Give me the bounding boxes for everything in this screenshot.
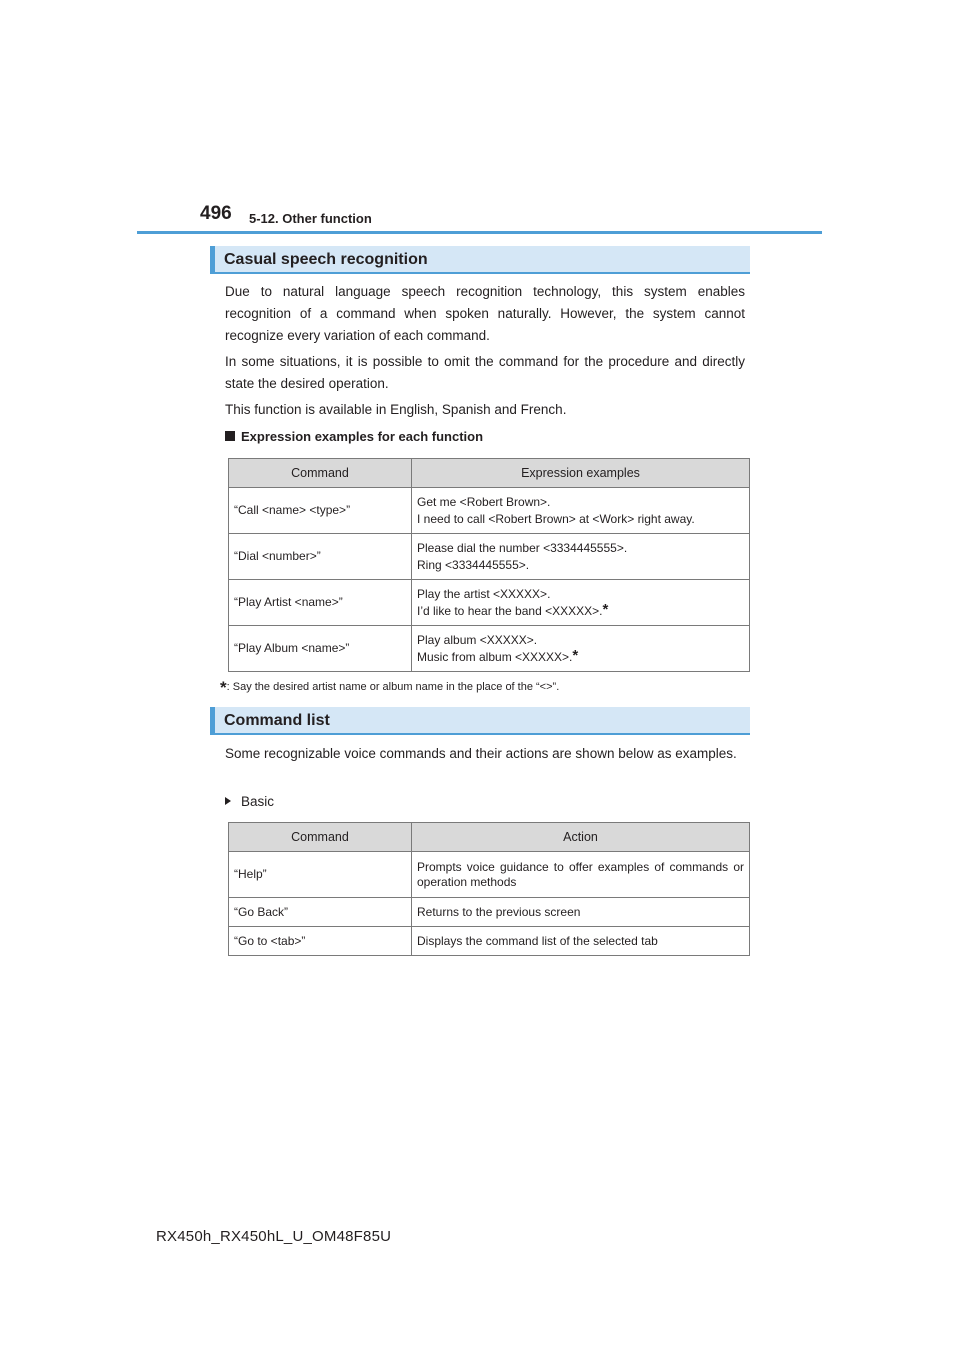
section-label: 5-12. Other function: [249, 211, 372, 226]
casual-para-2: In some situations, it is possible to omit the command for the procedure and directly state the desired operation.: [225, 354, 745, 391]
action-cell: Returns to the previous screen: [412, 898, 750, 927]
action-cell: Prompts voice guidance to offer examples of commands or operation methods: [412, 852, 750, 898]
footnote-star: *: [602, 600, 609, 618]
heading-accent-bar: [210, 246, 215, 272]
table-row: [229, 534, 750, 580]
table-header-row: [229, 459, 750, 488]
example-text: I need to call <Robert Brown> at <Work> right away.: [417, 511, 695, 526]
command-cell: “Go Back”: [229, 898, 412, 927]
command-cell: “Go to <tab>”: [229, 927, 412, 956]
column-header-expression-examples: Expression examples: [412, 459, 750, 488]
basic-commands-table: [228, 822, 750, 956]
command-cell: “Play Album <name>”: [229, 626, 412, 672]
basic-bullet: [225, 794, 274, 809]
expression-examples-subheading: [225, 429, 483, 444]
casual-speech-title: Casual speech recognition: [224, 251, 428, 268]
column-header-command: Command: [229, 823, 412, 852]
example-line: [417, 602, 744, 619]
examples-cell: [412, 626, 750, 672]
table-row: [229, 927, 750, 956]
table-header-row: [229, 823, 750, 852]
footnote-mark: *: [220, 678, 227, 697]
table-row: [229, 626, 750, 672]
manual-code-footer: RX450h_RX450hL_U_OM48F85U: [156, 1228, 392, 1245]
casual-para-3: This function is available in English, Spanish and French.: [225, 402, 567, 417]
heading-accent-bar: [210, 707, 215, 733]
command-list-intro: Some recognizable voice commands and their actions are shown below as examples.: [225, 746, 737, 761]
example-line: Play album <XXXXX>.: [417, 632, 538, 647]
command-cell: “Help”: [229, 852, 412, 898]
triangle-bullet-icon: [225, 797, 231, 805]
command-list-heading: [210, 707, 750, 735]
examples-cell: [412, 488, 750, 534]
header-rule: [137, 231, 822, 234]
table-footnote: [220, 678, 559, 698]
examples-cell: [412, 534, 750, 580]
page-number: 496: [200, 203, 232, 224]
example-text: Music from album <XXXXX>.: [417, 649, 573, 664]
basic-label: Basic: [241, 794, 275, 809]
footnote-star: *: [572, 646, 579, 664]
casual-speech-heading: [210, 246, 750, 274]
expression-examples-label: Expression examples for each function: [241, 429, 484, 444]
table-row: [229, 852, 750, 898]
command-list-title: Command list: [224, 712, 330, 729]
command-cell: “Call <name> <type>”: [229, 488, 412, 534]
table-row: [229, 488, 750, 534]
command-cell: “Play Artist <name>”: [229, 580, 412, 626]
example-line: Play the artist <XXXXX>.: [417, 586, 551, 601]
example-line: [417, 556, 744, 573]
action-cell: Displays the command list of the selected tab: [412, 927, 750, 956]
example-text: Ring <3334445555>.: [417, 557, 530, 572]
expression-examples-table: [228, 458, 750, 672]
table-row: [229, 580, 750, 626]
examples-cell: [412, 580, 750, 626]
example-text: I’d like to hear the band <XXXXX>.: [417, 603, 603, 618]
example-line: Get me <Robert Brown>.: [417, 494, 551, 509]
example-line: Please dial the number <3334445555>.: [417, 540, 628, 555]
footnote-text: : Say the desired artist name or album name in the place of the “<>”.: [226, 681, 560, 693]
example-line: [417, 648, 744, 665]
column-header-action: Action: [412, 823, 750, 852]
table-row: [229, 898, 750, 927]
casual-para-1: Due to natural language speech recognition technology, this system enables recognition of a command when spoken naturally. However, the system cannot recognize every variation of each command.: [225, 284, 745, 343]
command-cell: “Dial <number>”: [229, 534, 412, 580]
square-bullet-icon: [225, 431, 235, 441]
column-header-command: Command: [229, 459, 412, 488]
example-line: [417, 510, 744, 527]
